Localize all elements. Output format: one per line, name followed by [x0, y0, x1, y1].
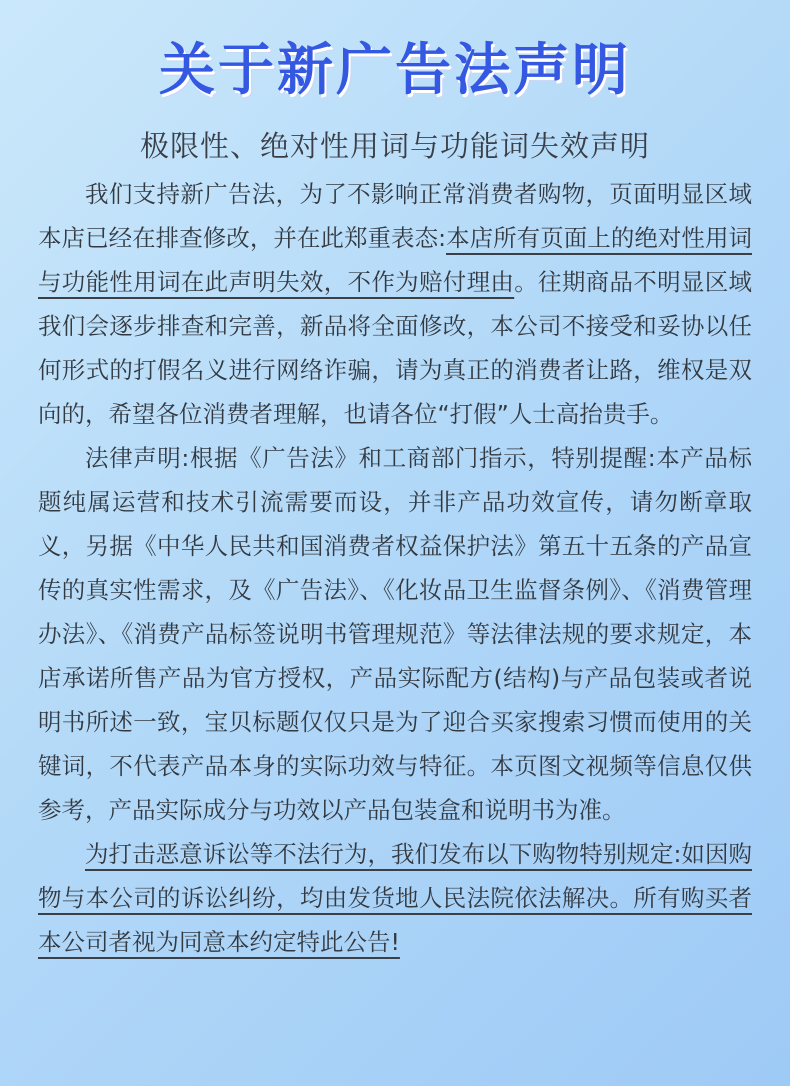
- paragraph-rest-text: 。往期商品不明显区域我们会逐步排查和完善，新品将全面修改，本公司不接受和妥协以任何形式的打假名义进行网络诈骗，请为真正的消费者让路，维权是双向的，希望各位消费者理解，也请各位“打假”人士高抬贵手。: [38, 268, 753, 428]
- page-title: 关于新广告法声明: [159, 38, 631, 103]
- paragraph-intro-text: 我们支持新广告法，为了不影响正常消费者购物，页面明显区域本店已经在排查修改，并在此郑重表态:: [38, 180, 752, 252]
- underlined-special-rules-text: 为打击恶意诉讼等不法行为，我们发布以下购物特别规定:如因购物与本公司的诉讼纠纷，均由发货地人民法院依法解决。所有购买者本公司者视为同意本约定特此公告!: [38, 840, 752, 956]
- paragraph-legal-statement: 法律声明:根据《广告法》和工商部门指示，特别提醒:本产品标题纯属运营和技术引流需要而设，并非产品功效宣传，请勿断章取义，另据《中华人民共和国消费者权益保护法》第五十五条的产品宣传的真实性需求，及《广告法》、《化妆品卫生监督条例》、《消费管理办法》、《消费产品标签说明书管理规范》等法律法规的要求规定，本店承诺所售产品为官方授权，产品实际配方(结构)与产品包装或者说明书所述一致，宝贝标题仅仅只是为了迎合买家搜索习惯而使用的关键词，不代表产品本身的实际功效与特征。本页图文视频等信息仅供参考，产品实际成分与功效以产品包装盒和说明书为准。: [38, 444, 752, 824]
- paragraph-advertising-law-support: [38, 172, 752, 436]
- statement-body: [38, 166, 752, 964]
- page-subtitle: 极限性、绝对性用词与功能词失效声明: [139, 129, 650, 163]
- underlined-disclaimer-text: 本店所有页面上的绝对性用词与功能性用词在此声明失效，不作为赔付理由: [38, 224, 752, 296]
- paragraph-special-rules: [38, 832, 752, 964]
